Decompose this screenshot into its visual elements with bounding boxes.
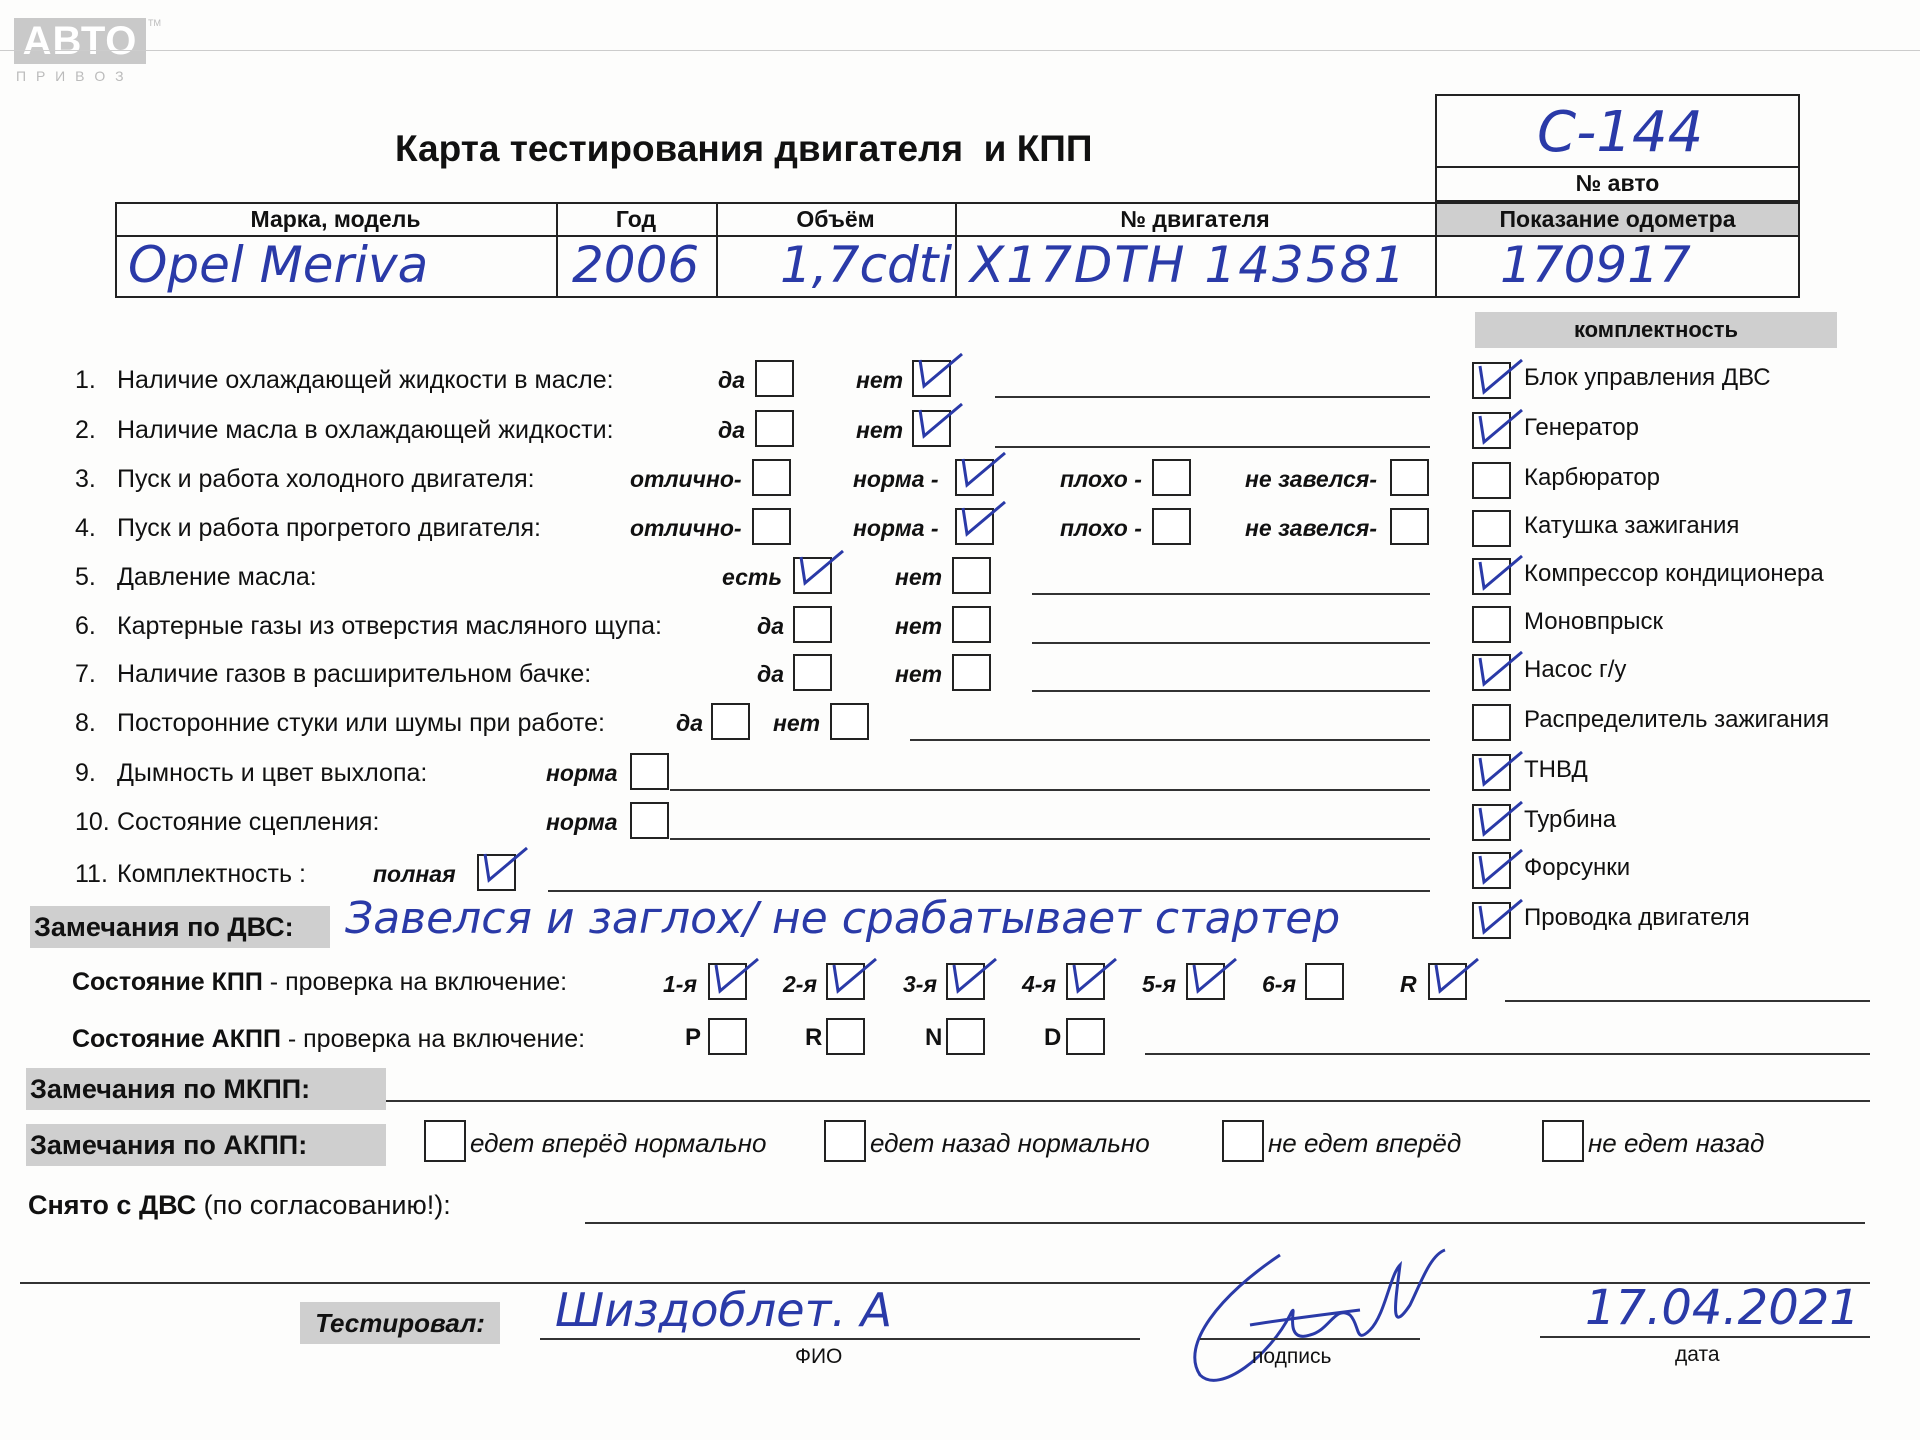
- question-number: 8.: [75, 709, 96, 737]
- question-checkbox[interactable]: [752, 459, 791, 496]
- check-mark: [795, 547, 847, 591]
- check-mark: [1474, 798, 1526, 842]
- komplekt-checkbox[interactable]: [1472, 462, 1511, 499]
- answer-line: [1032, 690, 1430, 692]
- check-mark: [1474, 846, 1526, 890]
- value-odometer: 170917: [1500, 236, 1691, 294]
- header-volume: Объём: [796, 206, 875, 232]
- removed-label-bold: Снято с ДВС: [28, 1190, 197, 1220]
- question-checkbox[interactable]: [755, 410, 794, 447]
- question-text: Посторонние стуки или шумы при работе:: [117, 709, 605, 737]
- akpp-mode-label: R: [805, 1024, 823, 1051]
- question-option-label: нет: [895, 613, 943, 639]
- question-text: Наличие охлаждающей жидкости в масле:: [117, 366, 614, 394]
- question-number: 6.: [75, 612, 96, 640]
- value-volume: 1,7cdti: [780, 236, 953, 294]
- logo-tm: TM: [148, 18, 161, 28]
- gear-label: 3-я: [903, 971, 937, 997]
- akpp-mode-checkbox[interactable]: [826, 1018, 865, 1055]
- question-text: Наличие газов в расширительном бачке:: [117, 660, 592, 688]
- akpp-remark-label: не едет назад: [1588, 1128, 1765, 1158]
- value-year: 2006: [572, 236, 700, 294]
- question-checkbox[interactable]: [630, 753, 669, 790]
- value-brand: Opel Meriva: [128, 236, 429, 294]
- logo-sub: П Р И В О З: [16, 68, 127, 84]
- question-number: 7.: [75, 660, 96, 688]
- komplekt-item-label: Насос г/у: [1524, 656, 1627, 683]
- question-checkbox[interactable]: [952, 606, 991, 643]
- question-number: 2.: [75, 416, 96, 444]
- question-number: 9.: [75, 759, 96, 787]
- date-value: 17.04.2021: [1585, 1280, 1860, 1336]
- question-checkbox[interactable]: [952, 654, 991, 691]
- check-mark: [1474, 896, 1526, 940]
- question-number: 11.: [75, 860, 108, 888]
- check-mark: [957, 449, 1009, 493]
- question-option-label: да: [757, 613, 785, 639]
- komplekt-item-label: ТНВД: [1524, 756, 1588, 783]
- question-option-label: полная: [373, 861, 456, 887]
- question-checkbox[interactable]: [752, 508, 791, 545]
- logo-main: АВТО: [14, 18, 146, 64]
- gear-label: 1-я: [663, 971, 697, 997]
- question-option-label: да: [757, 661, 785, 687]
- check-mark: [479, 844, 531, 888]
- header-year: Год: [615, 206, 657, 232]
- question-option-label: отлично-: [630, 515, 742, 541]
- akpp-mode-label: N: [925, 1024, 943, 1051]
- logo: [14, 18, 161, 84]
- akpp-remark-checkbox[interactable]: [1542, 1120, 1584, 1162]
- question-checkbox[interactable]: [793, 654, 832, 691]
- question-option-label: норма: [546, 809, 618, 835]
- check-mark: [1474, 648, 1526, 692]
- akpp-remark-label: едет назад нормально: [870, 1128, 1150, 1158]
- question-checkbox[interactable]: [1152, 508, 1191, 545]
- remarks-akpp-label: Замечания по АКПП:: [26, 1124, 386, 1166]
- auto-number-divider: [1437, 166, 1798, 168]
- answer-line: [910, 739, 1430, 741]
- question-option-label: плохо -: [1060, 515, 1142, 541]
- question-checkbox[interactable]: [711, 703, 750, 740]
- removed-label: [28, 1190, 451, 1221]
- sign-line: [1200, 1338, 1420, 1340]
- komplekt-item-label: Компрессор кондиционера: [1524, 560, 1824, 587]
- question-text: Состояние сцепления:: [117, 808, 380, 836]
- header-engine-no: № двигателя: [1120, 206, 1270, 232]
- auto-number-label: № авто: [1575, 170, 1660, 196]
- question-option-label: нет: [895, 564, 943, 590]
- komplekt-item-label: Форсунки: [1524, 854, 1631, 881]
- check-mark: [1430, 955, 1482, 999]
- gear-checkbox[interactable]: [1305, 963, 1344, 1000]
- auto-number-box: [1435, 94, 1800, 202]
- check-mark: [1474, 552, 1526, 596]
- answer-line: [548, 890, 1430, 892]
- check-mark: [828, 955, 880, 999]
- question-option-label: нет: [773, 710, 821, 736]
- question-option-label: да: [676, 710, 704, 736]
- removed-line: [585, 1222, 1865, 1224]
- top-rule: [0, 50, 1920, 51]
- question-option-label: не завелся-: [1245, 466, 1377, 492]
- question-option-label: не завелся-: [1245, 515, 1377, 541]
- akpp-mode-label: P: [685, 1024, 702, 1051]
- question-number: 1.: [75, 366, 96, 394]
- question-checkbox[interactable]: [630, 802, 669, 839]
- akpp-mode-checkbox[interactable]: [1066, 1018, 1105, 1055]
- answer-line: [1032, 593, 1430, 595]
- akpp-label: [72, 1025, 585, 1054]
- akpp-remark-checkbox[interactable]: [1222, 1120, 1264, 1162]
- akpp-remark-label: едет вперёд нормально: [470, 1128, 767, 1158]
- komplekt-checkbox[interactable]: [1472, 510, 1511, 547]
- komplekt-checkbox[interactable]: [1472, 606, 1511, 643]
- check-mark: [957, 498, 1009, 542]
- question-option-label: нет: [856, 367, 904, 393]
- tested-label: Тестировал:: [300, 1302, 500, 1344]
- sign-label: подпись: [1252, 1345, 1332, 1368]
- question-number: 10.: [75, 808, 110, 836]
- question-option-label: нет: [856, 417, 904, 443]
- question-number: 5.: [75, 563, 96, 591]
- kpp-label: [72, 968, 567, 997]
- check-mark: [1474, 356, 1526, 400]
- question-text: Наличие масла в охлаждающей жидкости:: [117, 416, 614, 444]
- question-option-label: да: [718, 417, 746, 443]
- remarks-dvs-label: Замечания по ДВС:: [30, 906, 330, 948]
- date-line: [1540, 1336, 1870, 1338]
- check-mark: [914, 350, 966, 394]
- komplekt-item-label: Блок управления ДВС: [1524, 364, 1771, 391]
- komplekt-checkbox[interactable]: [1472, 704, 1511, 741]
- question-checkbox[interactable]: [793, 606, 832, 643]
- akpp-mode-checkbox[interactable]: [708, 1018, 747, 1055]
- question-number: 4.: [75, 514, 96, 542]
- answer-line: [995, 446, 1430, 448]
- question-option-label: норма -: [853, 466, 939, 492]
- question-checkbox[interactable]: [755, 360, 794, 397]
- check-mark: [914, 400, 966, 444]
- answer-line: [1032, 642, 1430, 644]
- question-checkbox[interactable]: [1390, 459, 1429, 496]
- question-checkbox[interactable]: [1390, 508, 1429, 545]
- gear-label: 2-я: [783, 971, 817, 997]
- kpp-label-rest: - проверка на включение:: [262, 968, 568, 996]
- komplekt-item-label: Генератор: [1524, 414, 1639, 441]
- komplekt-item-label: Моновпрыск: [1524, 608, 1664, 635]
- akpp-remark-label: не едет вперёд: [1268, 1128, 1462, 1158]
- fio-line: [540, 1338, 1140, 1340]
- check-mark: [1068, 955, 1120, 999]
- question-checkbox[interactable]: [952, 557, 991, 594]
- komplekt-item-label: Распределитель зажигания: [1524, 706, 1830, 733]
- akpp-label-bold: Состояние АКПП: [72, 1025, 281, 1053]
- komplekt-item-label: Проводка двигателя: [1524, 904, 1750, 931]
- akpp-mode-label: D: [1044, 1024, 1062, 1051]
- kpp-label-bold: Состояние КПП: [72, 968, 263, 996]
- akpp-mode-checkbox[interactable]: [946, 1018, 985, 1055]
- check-mark: [948, 955, 1000, 999]
- answer-line: [995, 396, 1430, 398]
- header-odometer: Показание одометра: [1499, 206, 1736, 232]
- question-text: Давление масла:: [117, 563, 317, 591]
- question-checkbox[interactable]: [830, 703, 869, 740]
- question-number: 3.: [75, 465, 96, 493]
- akpp-label-rest: - проверка на включение:: [280, 1025, 586, 1053]
- komplekt-item-label: Турбина: [1524, 806, 1617, 833]
- check-mark: [710, 955, 762, 999]
- question-option-label: есть: [722, 564, 782, 590]
- value-engine-no: X17DTH 143581: [970, 236, 1408, 294]
- gear-label: 5-я: [1142, 971, 1176, 997]
- tested-fio-value: Шиздоблет. А: [555, 1283, 893, 1337]
- auto-number-value: C-144: [1537, 100, 1704, 165]
- answer-line: [670, 789, 1430, 791]
- remarks-mkpp-line: [386, 1100, 1870, 1102]
- question-text: Картерные газы из отверстия масляного щупа:: [117, 612, 662, 640]
- akpp-remark-checkbox[interactable]: [824, 1120, 866, 1162]
- date-label: дата: [1675, 1343, 1720, 1366]
- check-mark: [1474, 406, 1526, 450]
- gear-label: R: [1400, 971, 1417, 997]
- header-brand: Марка, модель: [250, 206, 421, 232]
- check-mark: [1188, 955, 1240, 999]
- question-text: Пуск и работа холодного двигателя:: [117, 465, 535, 493]
- question-text: Пуск и работа прогретого двигателя:: [117, 514, 541, 542]
- question-option-label: да: [718, 367, 746, 393]
- akpp-line: [1145, 1053, 1870, 1055]
- question-text: Комплектность :: [117, 860, 306, 888]
- question-option-label: отлично-: [630, 466, 742, 492]
- question-option-label: плохо -: [1060, 466, 1142, 492]
- komplekt-header: комплектность: [1475, 312, 1837, 348]
- gear-label: 4-я: [1022, 971, 1056, 997]
- kpp-line: [1505, 1000, 1870, 1002]
- question-option-label: нет: [895, 661, 943, 687]
- akpp-remark-checkbox[interactable]: [424, 1120, 466, 1162]
- page-title: Карта тестирования двигателя и КПП: [395, 128, 1093, 169]
- question-option-label: норма: [546, 760, 618, 786]
- removed-label-rest: (по согласованию!):: [196, 1190, 451, 1220]
- question-option-label: норма -: [853, 515, 939, 541]
- remarks-dvs-value[interactable]: Завелся и заглох/ не срабатывает стартер: [345, 893, 1341, 944]
- signature-image: [1160, 1235, 1460, 1400]
- fio-label: ФИО: [795, 1345, 843, 1368]
- check-mark: [1474, 748, 1526, 792]
- komplekt-item-label: Карбюратор: [1524, 464, 1661, 491]
- gear-label: 6-я: [1262, 971, 1296, 997]
- question-checkbox[interactable]: [1152, 459, 1191, 496]
- remarks-mkpp-label: Замечания по МКПП:: [26, 1068, 386, 1110]
- komplekt-item-label: Катушка зажигания: [1524, 512, 1740, 539]
- question-text: Дымность и цвет выхлопа:: [117, 759, 428, 787]
- answer-line: [670, 838, 1430, 840]
